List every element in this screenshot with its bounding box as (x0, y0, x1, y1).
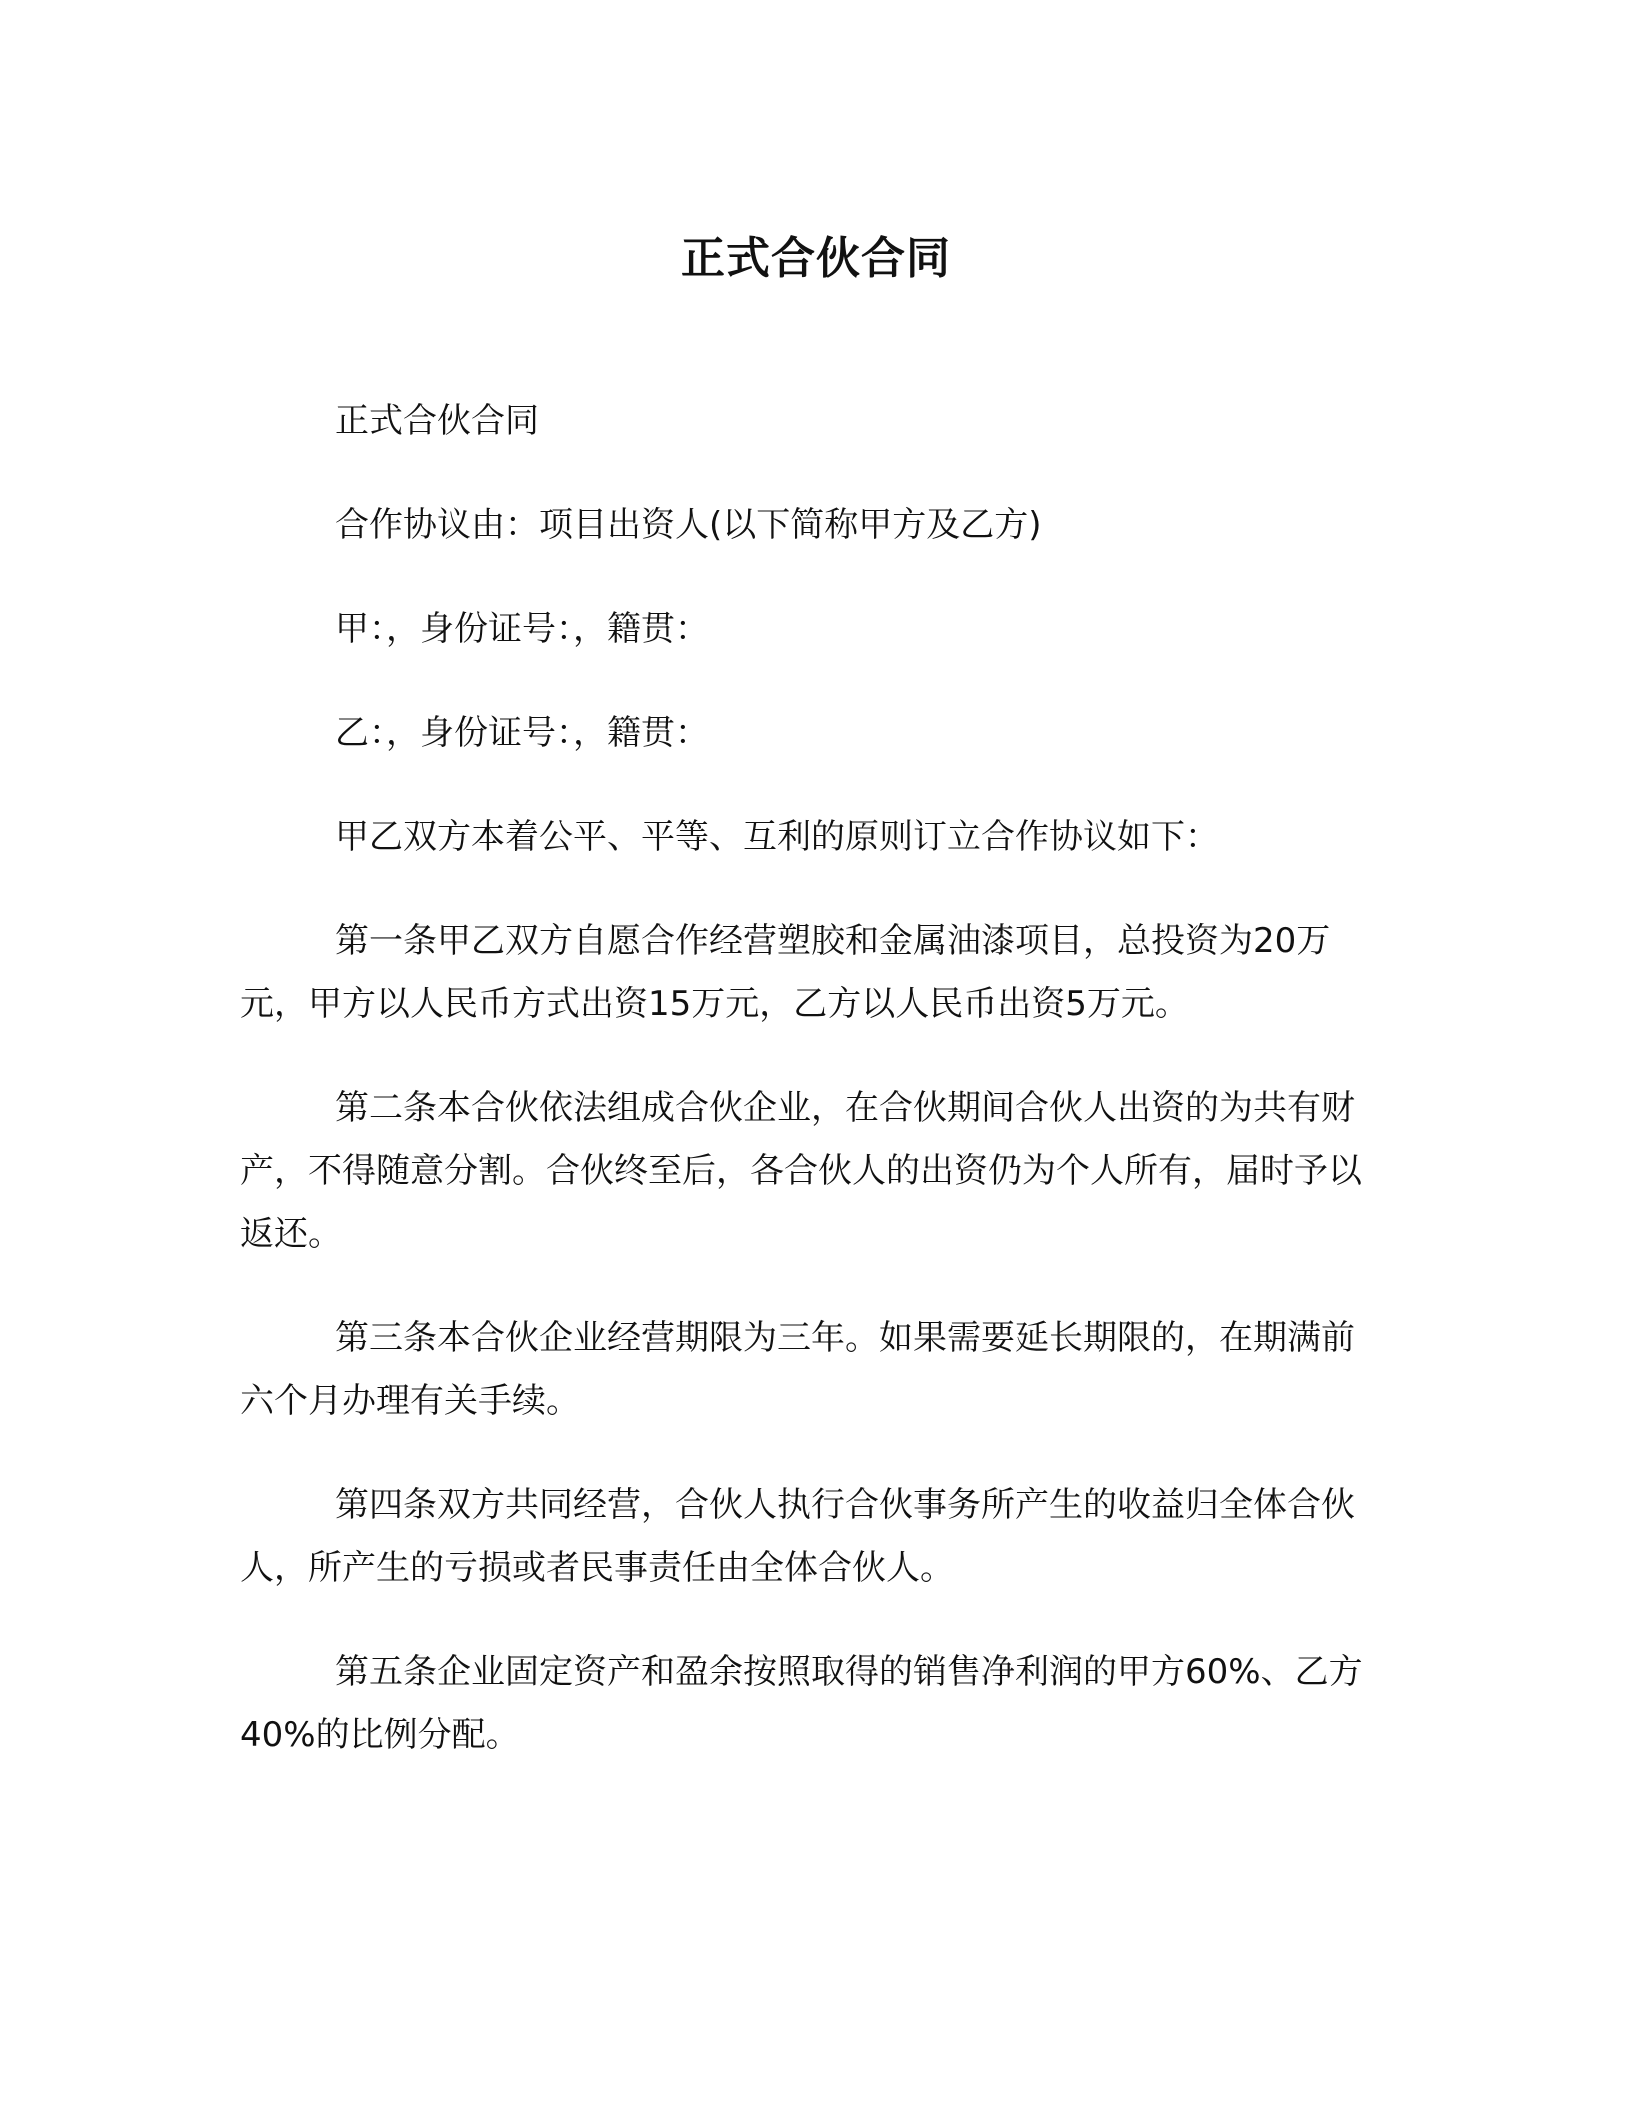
paragraph-parties-intro: 合作协议由：项目出资人(以下简称甲方及乙方) (335, 505, 1042, 545)
paragraph-preamble: 甲乙双方本着公平、平等、互利的原则订立合作协议如下： (335, 817, 1219, 857)
paragraph-article-1: 第一条甲乙双方自愿合作经营塑胶和金属油漆项目，总投资为20万元，甲方以人民币方式出资15万元，乙方以人民币出资5万元。 (240, 921, 1331, 1024)
paragraph-article-5: 第五条企业固定资产和盈余按照取得的销售净利润的甲方60%、乙方40%的比例分配。 (240, 1652, 1363, 1755)
document-title: 正式合伙合同 (681, 233, 951, 284)
paragraph-party-b: 乙：，身份证号：，籍贯： (335, 713, 709, 753)
paragraph-article-2: 第二条本合伙依法组成合伙企业，在合伙期间合伙人出资的为共有财产，不得随意分割。合伙终至后，各合伙人的出资仍为个人所有，届时予以返还。 (240, 1088, 1362, 1254)
paragraph-party-a: 甲：，身份证号：，籍贯： (335, 609, 709, 649)
paragraph-article-4: 第四条双方共同经营，合伙人执行合伙事务所产生的收益归全体合伙人，所产生的亏损或者民事责任由全体合伙人。 (240, 1485, 1355, 1588)
document-body (240, 390, 1380, 1808)
paragraph-article-3: 第三条本合伙企业经营期限为三年。如果需要延长期限的，在期满前六个月办理有关手续。 (240, 1318, 1355, 1421)
paragraph-heading: 正式合伙合同 (335, 401, 539, 441)
